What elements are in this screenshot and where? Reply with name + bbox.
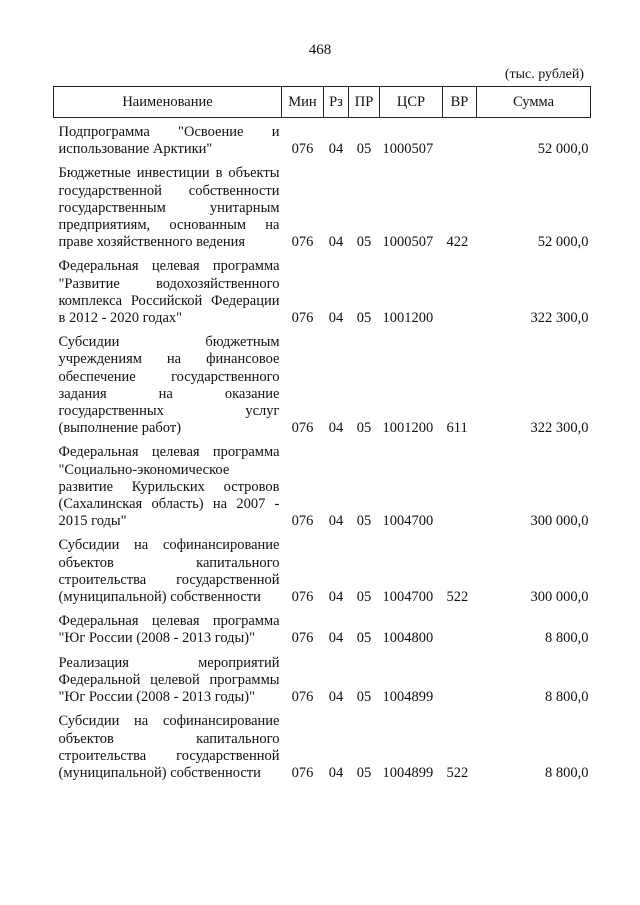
row-pr: 05 (356, 513, 372, 530)
row-sum: 52 000,0 (537, 234, 589, 251)
table-header-row (54, 87, 591, 118)
table-row (54, 606, 591, 647)
row-vr (443, 118, 477, 159)
row-name: Федеральная целевая программа "Социально-экономическое развитие Курильских островов (Сахалинская область) на 2007 - 2015 годы" (58, 444, 280, 530)
row-rz: 04 (328, 513, 344, 530)
budget-table (53, 86, 591, 782)
row-rz: 04 (328, 689, 344, 706)
row-rz: 04 (328, 630, 344, 647)
row-min: 076 (291, 141, 314, 158)
row-name: Бюджетные инвестиции в объекты государственной собственности государственным унитарным предприятиям, основанным на праве хозяйственного ведения (58, 165, 280, 251)
row-rz: 04 (328, 141, 344, 158)
row-csr: 1004899 (382, 764, 434, 781)
header-min: Мин (282, 87, 324, 118)
row-name: Субсидии на софинансирование объектов капитального строительства государственной (муниципальной) собственности (58, 713, 280, 781)
row-min: 076 (291, 764, 314, 781)
row-min: 076 (291, 234, 314, 251)
row-csr: 1004800 (382, 630, 434, 647)
unit-note: (тыс. рублей) (504, 67, 584, 82)
row-name: Подпрограмма "Освоение и использование Арктики" (58, 124, 280, 158)
row-rz: 04 (328, 310, 344, 327)
row-pr: 05 (356, 764, 372, 781)
row-pr: 05 (356, 630, 372, 647)
row-sum: 8 800,0 (545, 764, 589, 781)
row-vr: 522 (446, 764, 469, 781)
row-vr (443, 606, 477, 647)
row-sum: 322 300,0 (530, 420, 589, 437)
row-name: Субсидии бюджетным учреждениям на финансовое обеспечение государственного задания на оказание государственных услуг (выполнение работ) (58, 334, 280, 437)
header-pr: ПР (349, 87, 380, 118)
row-rz: 04 (328, 420, 344, 437)
row-csr: 1004899 (382, 689, 434, 706)
table-row (54, 251, 591, 327)
row-pr: 05 (356, 310, 372, 327)
row-name: Федеральная целевая программа "Юг России (2008 - 2013 годы)" (58, 613, 280, 647)
row-name: Реализация мероприятий Федеральной целевой программы "Юг России (2008 - 2013 годы)" (58, 654, 280, 706)
table-row (54, 648, 591, 707)
header-csr: ЦСР (380, 87, 443, 118)
row-csr: 1004700 (382, 513, 434, 530)
row-csr: 1000507 (382, 234, 434, 251)
row-rz: 04 (328, 589, 344, 606)
row-min: 076 (291, 689, 314, 706)
row-min: 076 (291, 310, 314, 327)
row-pr: 05 (356, 420, 372, 437)
row-name: Субсидии на софинансирование объектов капитального строительства государственной (муниципальной) собственности (58, 537, 280, 606)
table-row (54, 706, 591, 782)
row-vr: 611 (446, 420, 468, 437)
header-vr: ВР (443, 87, 477, 118)
row-csr: 1001200 (382, 310, 434, 327)
table-row (54, 158, 591, 251)
row-min: 076 (291, 420, 314, 437)
row-csr: 1001200 (382, 420, 434, 437)
table-row (54, 530, 591, 606)
table-row (54, 437, 591, 530)
row-name: Федеральная целевая программа "Развитие водохозяйственного комплекса Российской Федерации в 2012 - 2020 годах" (58, 258, 280, 327)
row-sum: 300 000,0 (530, 589, 589, 606)
row-pr: 05 (356, 689, 372, 706)
row-sum: 300 000,0 (530, 513, 589, 530)
row-min: 076 (291, 513, 314, 530)
header-rz: Рз (324, 87, 349, 118)
row-vr (443, 648, 477, 707)
row-csr: 1004700 (382, 589, 434, 606)
row-sum: 8 800,0 (545, 689, 589, 706)
row-rz: 04 (328, 234, 344, 251)
row-pr: 05 (356, 234, 372, 251)
row-sum: 8 800,0 (545, 630, 589, 647)
row-pr: 05 (356, 589, 372, 606)
header-name: Наименование (54, 87, 282, 118)
row-rz: 04 (328, 764, 344, 781)
row-min: 076 (291, 630, 314, 647)
row-pr: 05 (356, 141, 372, 158)
row-sum: 322 300,0 (530, 310, 589, 327)
row-sum: 52 000,0 (537, 141, 589, 158)
row-vr: 422 (446, 234, 469, 251)
row-vr: 522 (446, 589, 469, 606)
page-number: 468 (308, 42, 332, 58)
row-csr: 1000507 (382, 141, 434, 158)
row-vr (443, 437, 477, 530)
row-min: 076 (291, 589, 314, 606)
row-vr (443, 251, 477, 327)
table-row (54, 118, 591, 159)
header-sum: Сумма (477, 87, 591, 118)
table-row (54, 327, 591, 437)
